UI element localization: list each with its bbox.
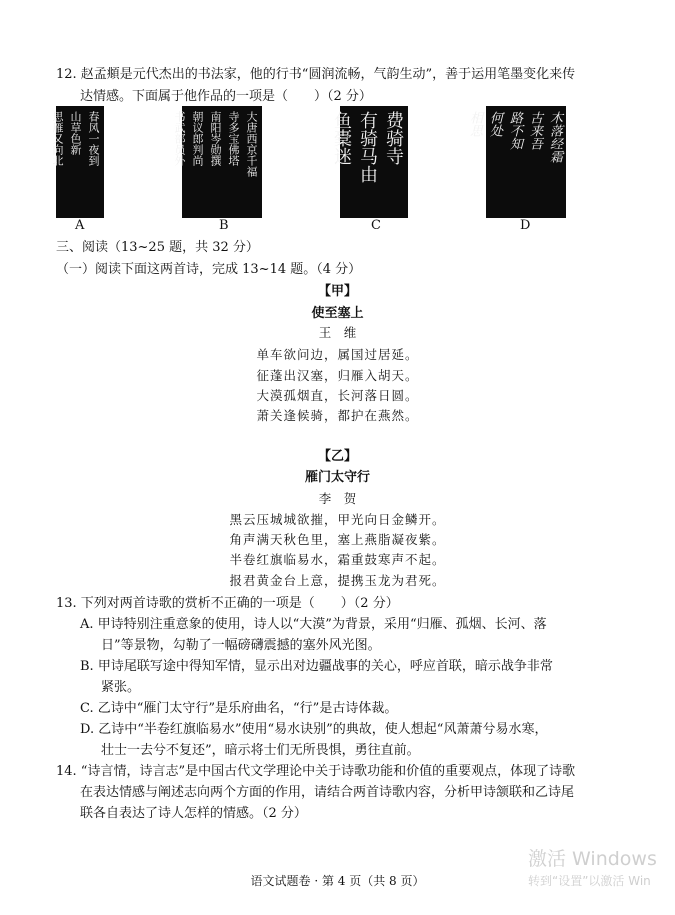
option-label-a: A — [75, 218, 85, 233]
calligraphy-image-b — [173, 106, 262, 218]
calligraphy-d-column: 木落经霜 — [547, 111, 562, 163]
calligraphy-c-column: 鱼橐迷 — [331, 111, 352, 165]
poem-jia-tag: 【甲】 — [317, 284, 357, 299]
option-label-c: C — [371, 218, 381, 233]
q13-option-a: A. 甲诗特别注重意象的使用，诗人以“大漠”为背景，采用“归雁、孤烟、长河、落 — [80, 617, 547, 632]
q12-line-2: 达情感。下面属于他作品的一项是（ ）（2 分） — [80, 89, 372, 104]
poem-jia-title: 使至塞上 — [311, 306, 364, 321]
poem-jia-line: 征蓬出汉塞，归雁入胡天。 — [256, 368, 419, 383]
q13-option-b: B. 甲诗尾联写途中得知军情，显示出对边疆战事的关心，呼应首联，暗示战争非常 — [80, 659, 553, 674]
calligraphy-a-column: 思雁又向北 — [51, 111, 64, 166]
activation-watermark-title: 激活 Windows — [528, 848, 657, 870]
calligraphy-a-column: 春风一夜到 — [87, 111, 100, 166]
calligraphy-b-column: 书武部员外 — [173, 111, 186, 166]
activation-watermark-subtitle: 转到“设置”以激活 Win — [528, 874, 651, 888]
calligraphy-image-d — [467, 106, 566, 218]
poem-jia-line: 萧关逢候骑，都护在燕然。 — [256, 408, 419, 423]
poem-yi-author: 李 贺 — [318, 491, 357, 506]
calligraphy-b-column: 寺多宝佛塔 — [227, 111, 240, 166]
q13-option-b-cont: 紧张。 — [101, 680, 141, 695]
poem-yi-line: 报君黄金台上意，提携玉龙为君死。 — [229, 573, 446, 588]
q14-line-2: 在表达情感与阐述志向两个方面的作用，请结合两首诗歌内容，分析甲诗颔联和乙诗尾 — [80, 785, 575, 800]
calligraphy-d-column: 何处 — [487, 111, 502, 137]
calligraphy-images — [51, 106, 576, 218]
calligraphy-a-column: 山草色新 — [69, 111, 82, 155]
poem-yi-line: 角声满天秋色里，塞上燕脂凝夜紫。 — [229, 532, 446, 547]
page-footer: 语文试题卷 · 第 4 页（共 8 页） — [250, 874, 425, 888]
calligraphy-d-column: 相思 — [467, 111, 482, 137]
section-title: 三、阅读（13~25 题，共 32 分） — [56, 240, 259, 255]
q13-stem: 13. 下列对两首诗歌的赏析不正确的一项是（ ）（2 分） — [56, 596, 399, 611]
calligraphy-b-column: 南阳岑勋撰 — [209, 111, 222, 166]
calligraphy-d-column: 路不知 — [507, 111, 522, 150]
calligraphy-d-column: 古来吾 — [527, 111, 542, 150]
q13-option-d: D. 乙诗中“半卷红旗临易水”使用“易水诀别”的典故，使人想起“风萧萧兮易水寒， — [80, 722, 548, 737]
q13-option-c: C. 乙诗中“雁门太守行”是乐府曲名，“行”是古诗体裁。 — [80, 701, 398, 716]
poem-jia-author: 王 维 — [318, 325, 357, 340]
q14-line-3: 联各自表达了诗人怎样的情感。（2 分） — [80, 806, 307, 821]
poem-yi-line: 半卷红旗临易水，霜重鼓寒声不起。 — [229, 552, 446, 567]
calligraphy-b-column: 朝议郎判尚 — [191, 111, 204, 166]
q13-option-a-cont: 日”等景物，勾勒了一幅磅礴震撼的塞外风光图。 — [101, 638, 381, 653]
section-subtitle: （一）阅读下面这两首诗，完成 13~14 题。（4 分） — [56, 262, 362, 277]
poem-jia-line: 单车欲问边，属国过居延。 — [256, 347, 419, 362]
poem-yi-title: 雁门太守行 — [304, 470, 370, 485]
q14-line-1: 14. “诗言情，诗言志”是中国古代文学理论中关于诗歌功能和价值的重要观点，体现了诗歌 — [56, 764, 576, 779]
calligraphy-b-column: 大唐西京千福 — [245, 111, 258, 177]
option-label-b: B — [219, 218, 229, 233]
poem-yi-tag: 【乙】 — [317, 449, 357, 464]
calligraphy-c-column: 有骑马由 — [357, 111, 378, 183]
q12-line-1: 12. 赵孟頫是元代杰出的书法家，他的行书“圆润流畅，气韵生动”，善于运用笔墨变化来传 — [56, 67, 576, 82]
option-label-d: D — [520, 218, 531, 233]
calligraphy-image-a — [51, 106, 104, 218]
calligraphy-image-c — [331, 106, 408, 218]
poem-yi-line: 黑云压城城欲摧，甲光向日金鳞开。 — [229, 512, 446, 527]
poem-jia-line: 大漠孤烟直，长河落日圆。 — [256, 388, 419, 403]
q13-option-d-cont: 壮士一去兮不复还”，暗示将士们无所畏惧，勇往直前。 — [101, 743, 420, 758]
calligraphy-c-column: 费骑寺 — [383, 111, 404, 165]
